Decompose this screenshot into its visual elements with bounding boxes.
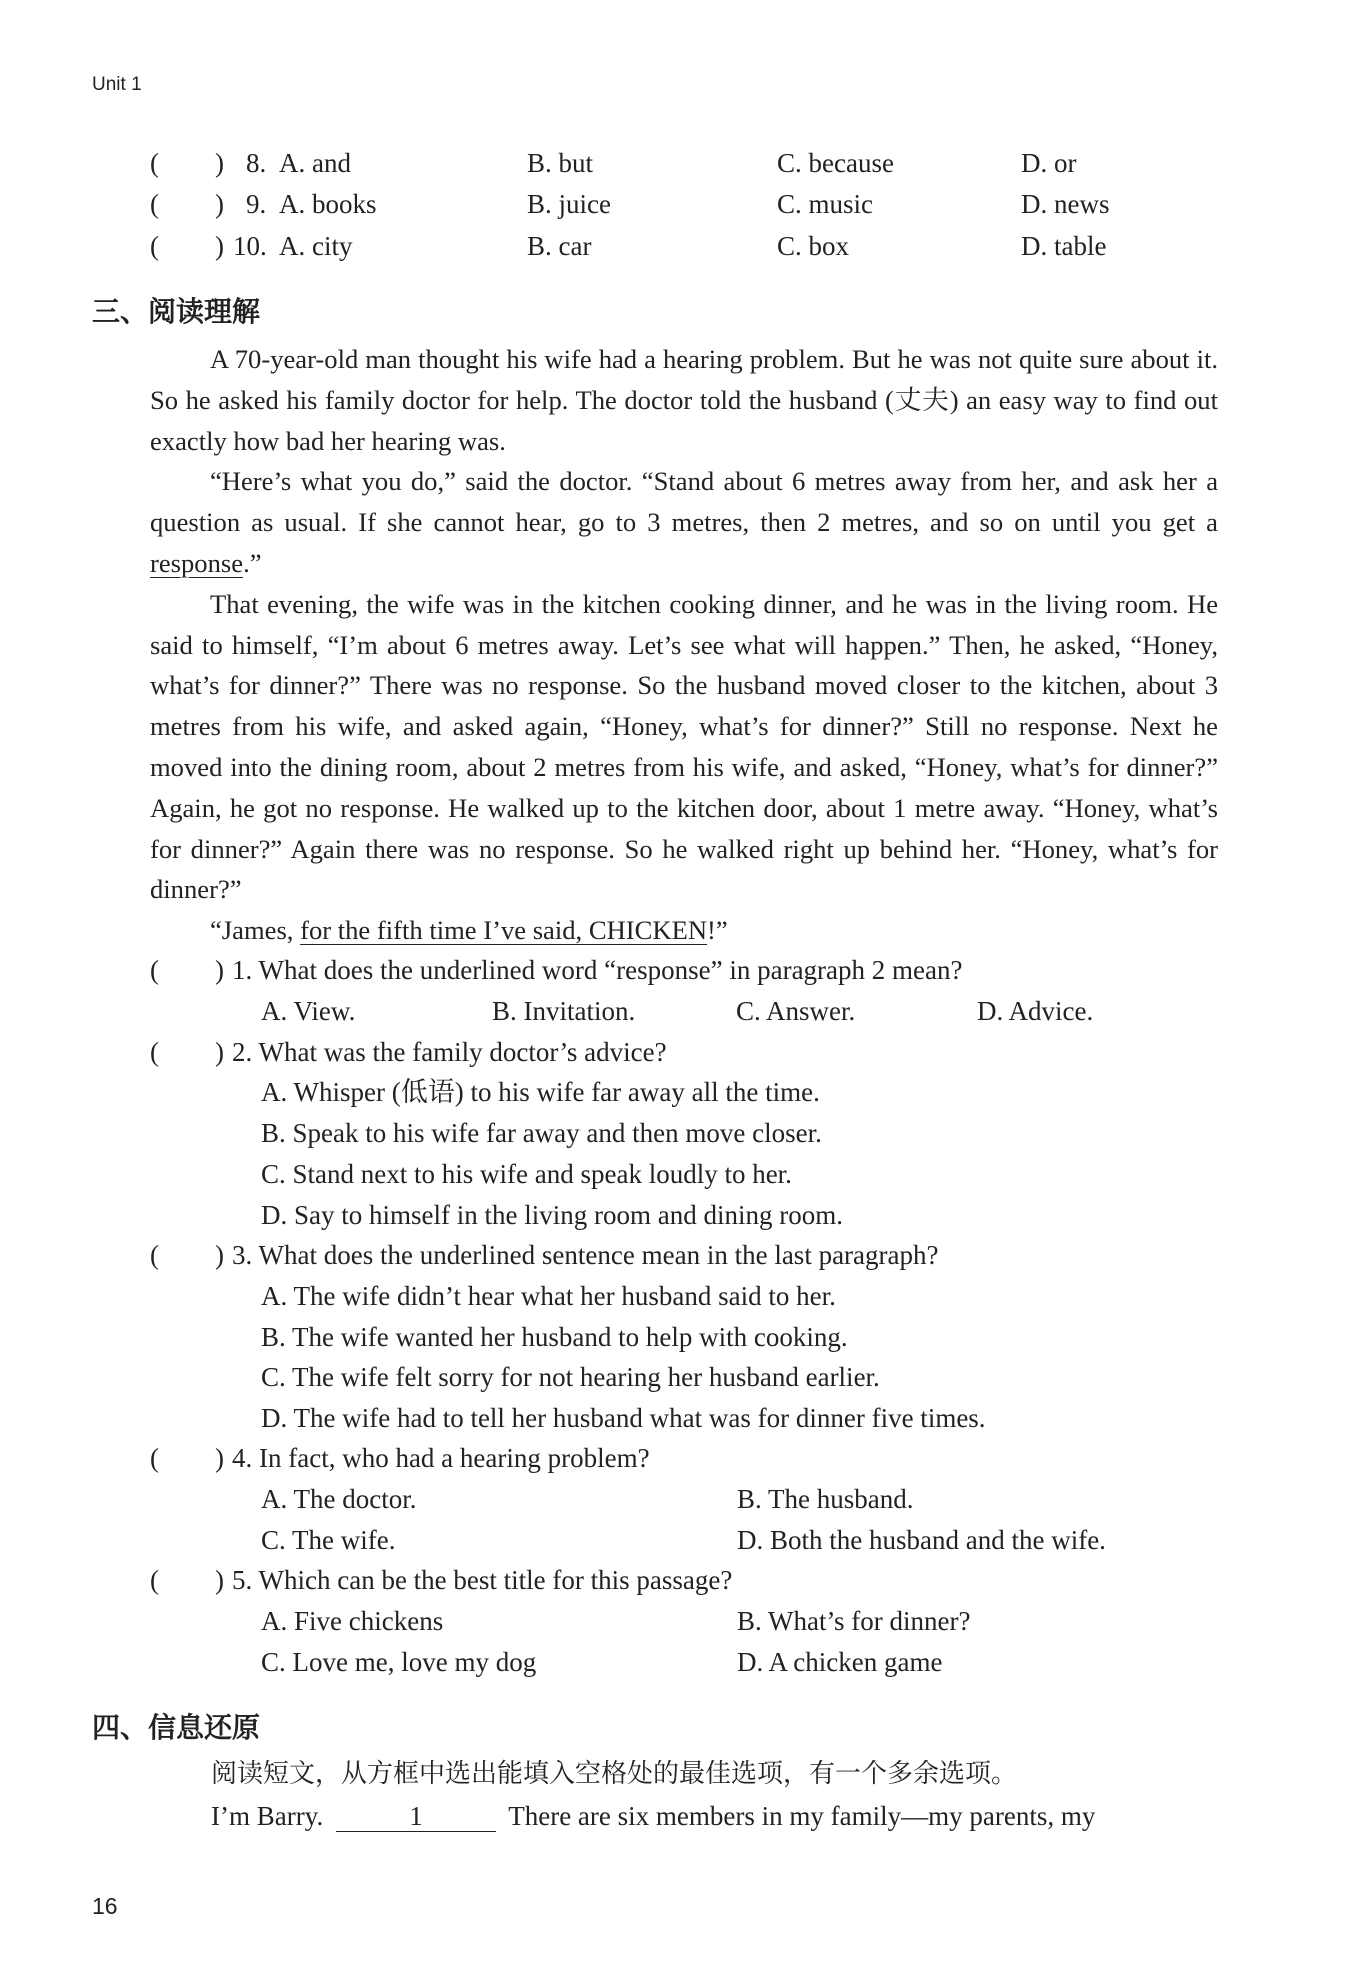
- paragraph-2-end: .”: [243, 547, 262, 578]
- option-d: D. A chicken game: [737, 1647, 943, 1677]
- option-a: A. city: [279, 231, 353, 261]
- unit-label: Unit 1: [92, 74, 142, 95]
- option-c: C. Stand next to his wife and speak loudly to her.: [261, 1159, 792, 1189]
- answer-paren-right: ): [215, 955, 224, 985]
- passage-paragraph-4: [150, 910, 1218, 951]
- question-stem: 5. Which can be the best title for this passage?: [232, 1565, 733, 1595]
- option-b: B. The wife wanted her husband to help with cooking.: [261, 1322, 848, 1352]
- question-stem: 3. What does the underlined sentence mean in the last paragraph?: [232, 1240, 939, 1270]
- option-c: C. box: [777, 231, 850, 261]
- option-c: C. The wife felt sorry for not hearing her husband earlier.: [261, 1362, 880, 1392]
- option-a: A. The wife didn’t hear what her husband said to her.: [261, 1281, 836, 1311]
- paragraph-2-text: “Here’s what you do,” said the doctor. “Stand about 6 metres away from her, and ask her a question as usual. If she cannot hear, go to 3 metres, then 2 metres, and so on until you get a: [150, 466, 1218, 538]
- answer-paren-right: ): [215, 1565, 224, 1595]
- paragraph-4-text: “James,: [210, 915, 301, 946]
- question-number: 8.: [246, 148, 267, 178]
- question-stem: 2. What was the family doctor’s advice?: [232, 1037, 667, 1067]
- option-b: B. What’s for dinner?: [737, 1606, 971, 1636]
- answer-paren-left: (: [150, 189, 159, 219]
- option-b: B. car: [527, 231, 592, 261]
- option-d: D. table: [1021, 231, 1107, 261]
- answer-paren-right: ): [215, 189, 224, 219]
- option-a: A. Five chickens: [261, 1606, 444, 1636]
- answer-paren-right: ): [215, 1037, 224, 1067]
- option-a: A. View.: [261, 996, 356, 1026]
- answer-paren-left: (: [150, 1240, 159, 1270]
- option-a: A. and: [279, 148, 351, 178]
- option-b: B. Speak to his wife far away and then move closer.: [261, 1118, 822, 1148]
- option-d: D. Advice.: [977, 996, 1094, 1026]
- option-a: A. books: [279, 189, 377, 219]
- answer-paren-left: (: [150, 148, 159, 178]
- answer-paren-right: ): [215, 148, 224, 178]
- option-c: C. because: [777, 148, 894, 178]
- reading-passage: [150, 339, 1218, 951]
- question-number: 9.: [246, 189, 267, 219]
- answer-paren-left: (: [150, 1443, 159, 1473]
- option-a: A. The doctor.: [261, 1484, 417, 1514]
- answer-paren-left: (: [150, 955, 159, 985]
- paragraph-4-end: !”: [707, 915, 728, 946]
- question-stem: 4. In fact, who had a hearing problem?: [232, 1443, 650, 1473]
- section-instruction: 阅读短文，从方框中选出能填入空格处的最佳选项，有一个多余选项。: [211, 1759, 1018, 1789]
- question-stem: 1. What does the underlined word “response” in paragraph 2 mean?: [232, 955, 963, 985]
- section-heading-info-restore: 四、信息还原: [92, 1711, 261, 1744]
- question-number: 10.: [233, 231, 267, 261]
- option-d: D. news: [1021, 189, 1110, 219]
- answer-paren-right: ): [215, 231, 224, 261]
- option-d: D. Say to himself in the living room and dining room.: [261, 1200, 843, 1230]
- page-number: 16: [92, 1893, 118, 1919]
- answer-blank-1[interactable]: 1: [336, 1801, 496, 1832]
- passage-paragraph-2: [150, 461, 1218, 583]
- answer-paren-right: ): [215, 1443, 224, 1473]
- answer-paren-left: (: [150, 1037, 159, 1067]
- answer-paren-right: ): [215, 1240, 224, 1270]
- option-c: C. music: [777, 189, 874, 219]
- answer-paren-left: (: [150, 231, 159, 261]
- line-text-start: I’m Barry.: [211, 1801, 324, 1831]
- answer-paren-left: (: [150, 1565, 159, 1595]
- option-b: B. The husband.: [737, 1484, 914, 1514]
- option-d: D. or: [1021, 148, 1077, 178]
- option-d: D. Both the husband and the wife.: [737, 1525, 1106, 1555]
- option-c: C. Answer.: [736, 996, 856, 1026]
- option-b: B. juice: [527, 189, 611, 219]
- passage-paragraph-1: A 70-year-old man thought his wife had a hearing problem. But he was not quite sure about it. So he asked his family doctor for help. The doctor told the husband (丈夫) an easy way to find out exactly how bad her hearing was.: [150, 344, 1218, 456]
- option-d: D. The wife had to tell her husband what was for dinner five times.: [261, 1403, 986, 1433]
- underlined-word-response: response: [150, 547, 244, 578]
- underlined-sentence: for the fifth time I’ve said, CHICKEN: [300, 915, 708, 946]
- line-text-end: There are six members in my family—my parents, my: [508, 1801, 1096, 1831]
- option-a: A. Whisper (低语) to his wife far away all the time.: [261, 1077, 820, 1107]
- option-c: C. Love me, love my dog: [261, 1647, 537, 1677]
- option-b: B. Invitation.: [492, 996, 636, 1026]
- passage-first-line: [211, 1796, 1095, 1836]
- option-b: B. but: [527, 148, 594, 178]
- section-heading-reading: 三、阅读理解: [92, 295, 261, 328]
- passage-paragraph-3: That evening, the wife was in the kitchen cooking dinner, and he was in the living room. He said to himself, “I’m about 6 metres away. Let’s see what will happen.” Then, he asked, “Honey, what’s for dinner?” There was no response. So the husband moved closer to the kitchen, about 3 metres from his wife, and asked again, “Honey, what’s for dinner?” Still no response. Next he moved into the dining room, about 2 metres from his wife, and asked, “Honey, what’s for dinner?” Again, he got no response. He walked up to the kitchen door, about 1 metre away. “Honey, what’s for dinner?” Again there was no response. So he walked right up behind her. “Honey, what’s for dinner?”: [150, 588, 1218, 905]
- option-c: C. The wife.: [261, 1525, 396, 1555]
